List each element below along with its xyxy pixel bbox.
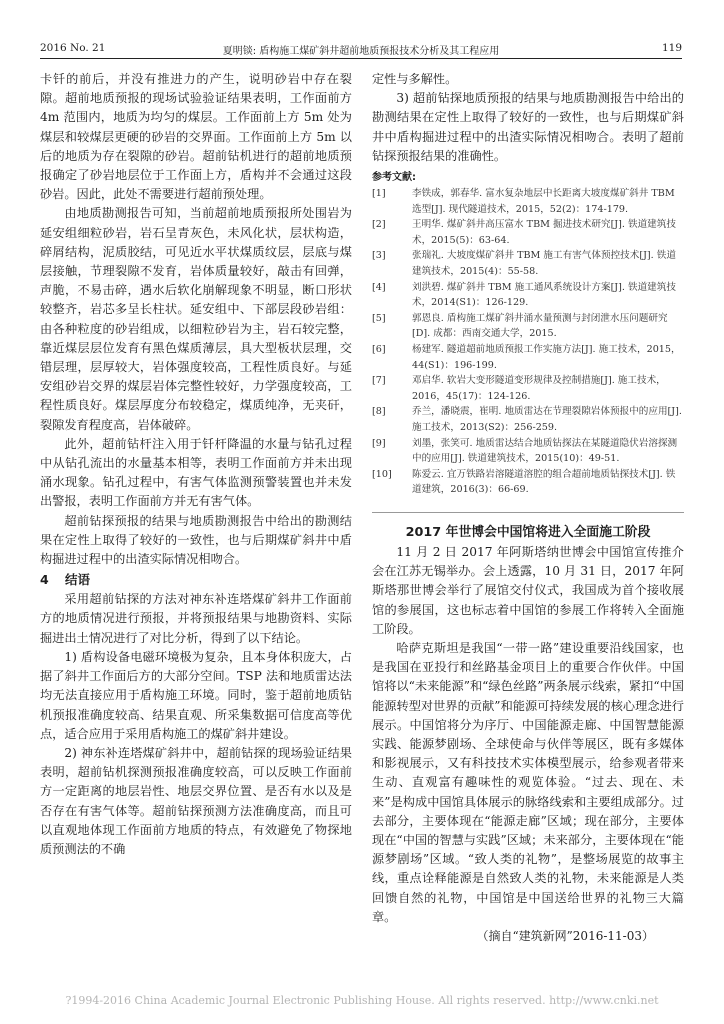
reference-item (372, 186, 684, 217)
reference-number: [10] (372, 468, 392, 480)
conclusion-item: 2) 神东补连塔煤矿斜井中，超前钻探的现场验证结果表明，超前钻机探测预报准确度较高，可以反映工作面前方一定距离的地层岩性、地层交界位置、是否有水以及是否存在有害气体等。超前钻探预测方法准确度高，而且可以直观地体现工作面前方地质的特点，有效避免了物探地质预测法的不确 (40, 745, 352, 856)
references-title: 参考文献: (372, 172, 416, 184)
running-title: 夏明锬: 盾构施工煤矿斜井超前地质预报技术分析及其工程应用 (222, 46, 500, 57)
conclusion-item: 1) 盾构设备电磁环境极为复杂，且本身体积庞大，占据了斜井工作面后方的大部分空间。TSP 法和地质雷达法均无法直接应用于盾构施工环境。同时，鉴于超前地质钻机预报准确度较高、结果直观、所采集数据可信度高等优点，适合应用于采用盾构施工的煤矿斜井建设。 (40, 649, 352, 741)
reference-text: 陈爱云. 宜万铁路岩溶隧道溶腔的组合超前地质钻探技术[J]. 铁道建筑，2016(3)：66-69. (412, 468, 676, 496)
body-paragraph: 此外，超前钻杆注入用于钎杆降温的水量与钻孔过程中从钻孔流出的水量基本相等，表明工作面前方并未出现涌水现象。钻孔过程中，有害气体监测预警装置也并未发出警报，表明工作面前方并无有害气体。 (40, 436, 352, 509)
reference-item (372, 342, 684, 373)
conclusion-paragraph: 采用超前钻探的方法对神东补连塔煤矿斜井工作面前方的地质情况进行预报，并将预报结果与地勘资料、实际掘进出土情况进行了对比分析，得到了以下结论。 (40, 592, 352, 645)
reference-list (372, 186, 684, 498)
reference-item (372, 436, 684, 467)
reference-item (372, 373, 684, 404)
journal-issue: 2016 No. 21 (40, 42, 106, 54)
page-number: 119 (661, 42, 682, 54)
reference-number: [2] (372, 219, 386, 231)
reference-item (372, 248, 684, 279)
continuation-text: 定性与多解性。 (372, 72, 458, 86)
reference-number: [7] (372, 375, 386, 387)
news-paragraph: 哈萨克斯坦是我国“一带一路”建设重要沿线国家，也是我国在亚投行和丝路基金项目上的重要合作伙伴。中国馆将以“未来能源”和“绿色丝路”两条展示线索，紧扣“中国能源转型对世界的贡献”和能源可持续发展的核心理念进行展示。中国馆将分为序厅、中国能源走廊、中国智慧能源实践、能源梦剧场、全球使命与伙伴等展区，既有多媒体和影视展示，又有科技技术实体模型展示，给参观者带来生动、直观富有趣味性的观览体验。“过去、现在、未来”是构成中国馆具体展示的脉络线索和主要组成部分。过去部分，主要体现在“能源走廊”区域；现在部分，主要体现在“中国的智慧与实践”区域；未来部分，主要体现在“能源梦剧场”区域。“致人类的礼物”，是整场展览的故事主线，重点诠释能源是自然致人类的礼物，未来能源是人类回馈自然的礼物，中国馆是中国送给世界的礼物三大篇章。 (372, 640, 684, 924)
reference-number: [9] (372, 437, 386, 449)
section-number: 4 (40, 572, 49, 588)
reference-text: 刘墨，张笑可. 地质雷达结合地质钻探法在某隧道隐伏岩溶探测中的应用[J]. 铁道建筑技术，2015(10)：49-51. (412, 437, 678, 465)
left-column (40, 70, 352, 859)
reference-number: [6] (372, 343, 386, 355)
section-title: 结语 (65, 572, 91, 588)
reference-text: 张瑞礼. 大坡度煤矿斜井 TBM 施工有害气体预控技术[J]. 铁道建筑技术，2015(4)：55-58. (412, 250, 676, 277)
reference-text: 郭恩良. 盾构施工煤矿斜井涌水量预测与封闭泄水压问题研究[D]. 成都：西南交通大学，2015. (412, 312, 668, 340)
reference-text: 邓启华. 软岩大变形隧道变形规律及控制措施[J]. 施工技术，2016，45(17)：124-126. (412, 375, 666, 402)
news-paragraph: 11 月 2 日 2017 年阿斯塔纳世博会中国馆宣传推介会在江苏无锡举办。会上透露，10 月 31 日，2017 年阿斯塔那世博会举行了展馆交付仪式，我国成为首个接收展馆的参展国，这也标志着中国馆的参展工作将转入全面施工阶段。 (372, 544, 684, 636)
reference-text: 杨建军. 隧道超前地质预报工作实施方法[J]. 施工技术，2015，44(S1)：196-199. (412, 343, 681, 371)
reference-number: [1] (372, 188, 386, 200)
reference-text: 李铁成，郭春华. 富水复杂地层中长距离大坡度煤矿斜井 TBM 选型[J]. 现代隧道技术，2015，52(2)：174-179. (412, 188, 675, 215)
reference-item (372, 217, 684, 248)
body-paragraph: 由地质勘测报告可知，当前超前地质预报所处围岩为延安组细粒砂岩，岩石呈青灰色，未风化状，层状构造，碎屑结构，泥质胶结，可见近水平状煤质纹层，层底与煤层接触，节理裂隙不发育，岩体质量较好，敲击有回弹，声脆，不易击碎，遇水后软化崩解现象不明显，断口形状较整齐，岩芯多呈长柱状。延安组中、下部层段砂岩组：由各种粒度的砂岩组成，以细粒砂岩为主，岩石较完整，靠近煤层层位发育有黑色煤质薄层，具大型板状层理，交错层理，层厚较大，岩体强度较高，工程性质良好。与延安组砂岩交界的煤层岩体完整性较好，力学强度较高，工程性质良好。煤层厚度分布较稳定，煤质纯净，无夹矸，裂隙发育程度高，岩体破碎。 (40, 206, 352, 432)
body-paragraph: 超前钻探预报的结果与地质勘测报告中给出的勘测结果在定性上取得了较好的一致性，也与后期煤矿斜井中盾构掘进过程中的出渣实际情况相吻合。 (40, 513, 352, 567)
reference-item (372, 467, 684, 498)
copyright-footer: ?1994-2016 China Academic Journal Electronic Publishing House. All rights reserved. http://www.cnki.net (65, 994, 659, 1007)
reference-number: [3] (372, 250, 386, 262)
news-source: （摘自“建筑新网”2016-11-03） (476, 928, 654, 943)
reference-number: [8] (372, 406, 386, 418)
reference-item (372, 280, 684, 311)
page-header (40, 40, 682, 59)
body-paragraph: 卡钎的前后，并没有推进力的产生，说明砂岩中存在裂隙。超前地质预报的现场试验验证结果表明，工作面前方 4m 范围内，地质为均匀的煤层。工作面前上方 5m 处为煤层和较煤层更硬的砂岩的交界面。工作面前上方 5m 以后的地质为存在裂隙的砂岩。超前钻机进行的超前地质预报确定了砂岩地层位于工作面上方，盾构并不会通过这段砂岩。因此，此处不需要进行超前预处理。 (40, 72, 352, 202)
reference-item (372, 311, 684, 342)
section-heading (40, 569, 352, 590)
reference-item (372, 404, 684, 435)
reference-number: [5] (372, 312, 386, 324)
conclusion-item: 3) 超前钻探地质预报的结果与地质勘测报告中给出的勘测结果在定性上取得了较好的一致性，也与后期煤矿斜井中盾构掘进过程中的出渣实际情况相吻合。表明了超前钻探预报结果的准确性。 (372, 91, 684, 163)
reference-text: 王明华. 煤矿斜井高压富水 TBM 掘进技术研究[J]. 铁道建筑技术，2015(5)：63-64. (412, 219, 676, 246)
reference-number: [4] (372, 281, 386, 293)
reference-text: 刘洪碧. 煤矿斜井 TBM 施工通风系统设计方案[J]. 铁道建筑技术，2014(S1)：126-129. (412, 281, 676, 309)
news-title: 2017 年世博会中国馆将进入全面施工阶段 (372, 512, 684, 543)
right-column (372, 70, 684, 946)
reference-text: 乔兰，潘晓震，崔明. 地质雷达在节理裂隙岩体预报中的应用[J]. 施工技术，2013(S2)：256-259. (412, 406, 682, 433)
